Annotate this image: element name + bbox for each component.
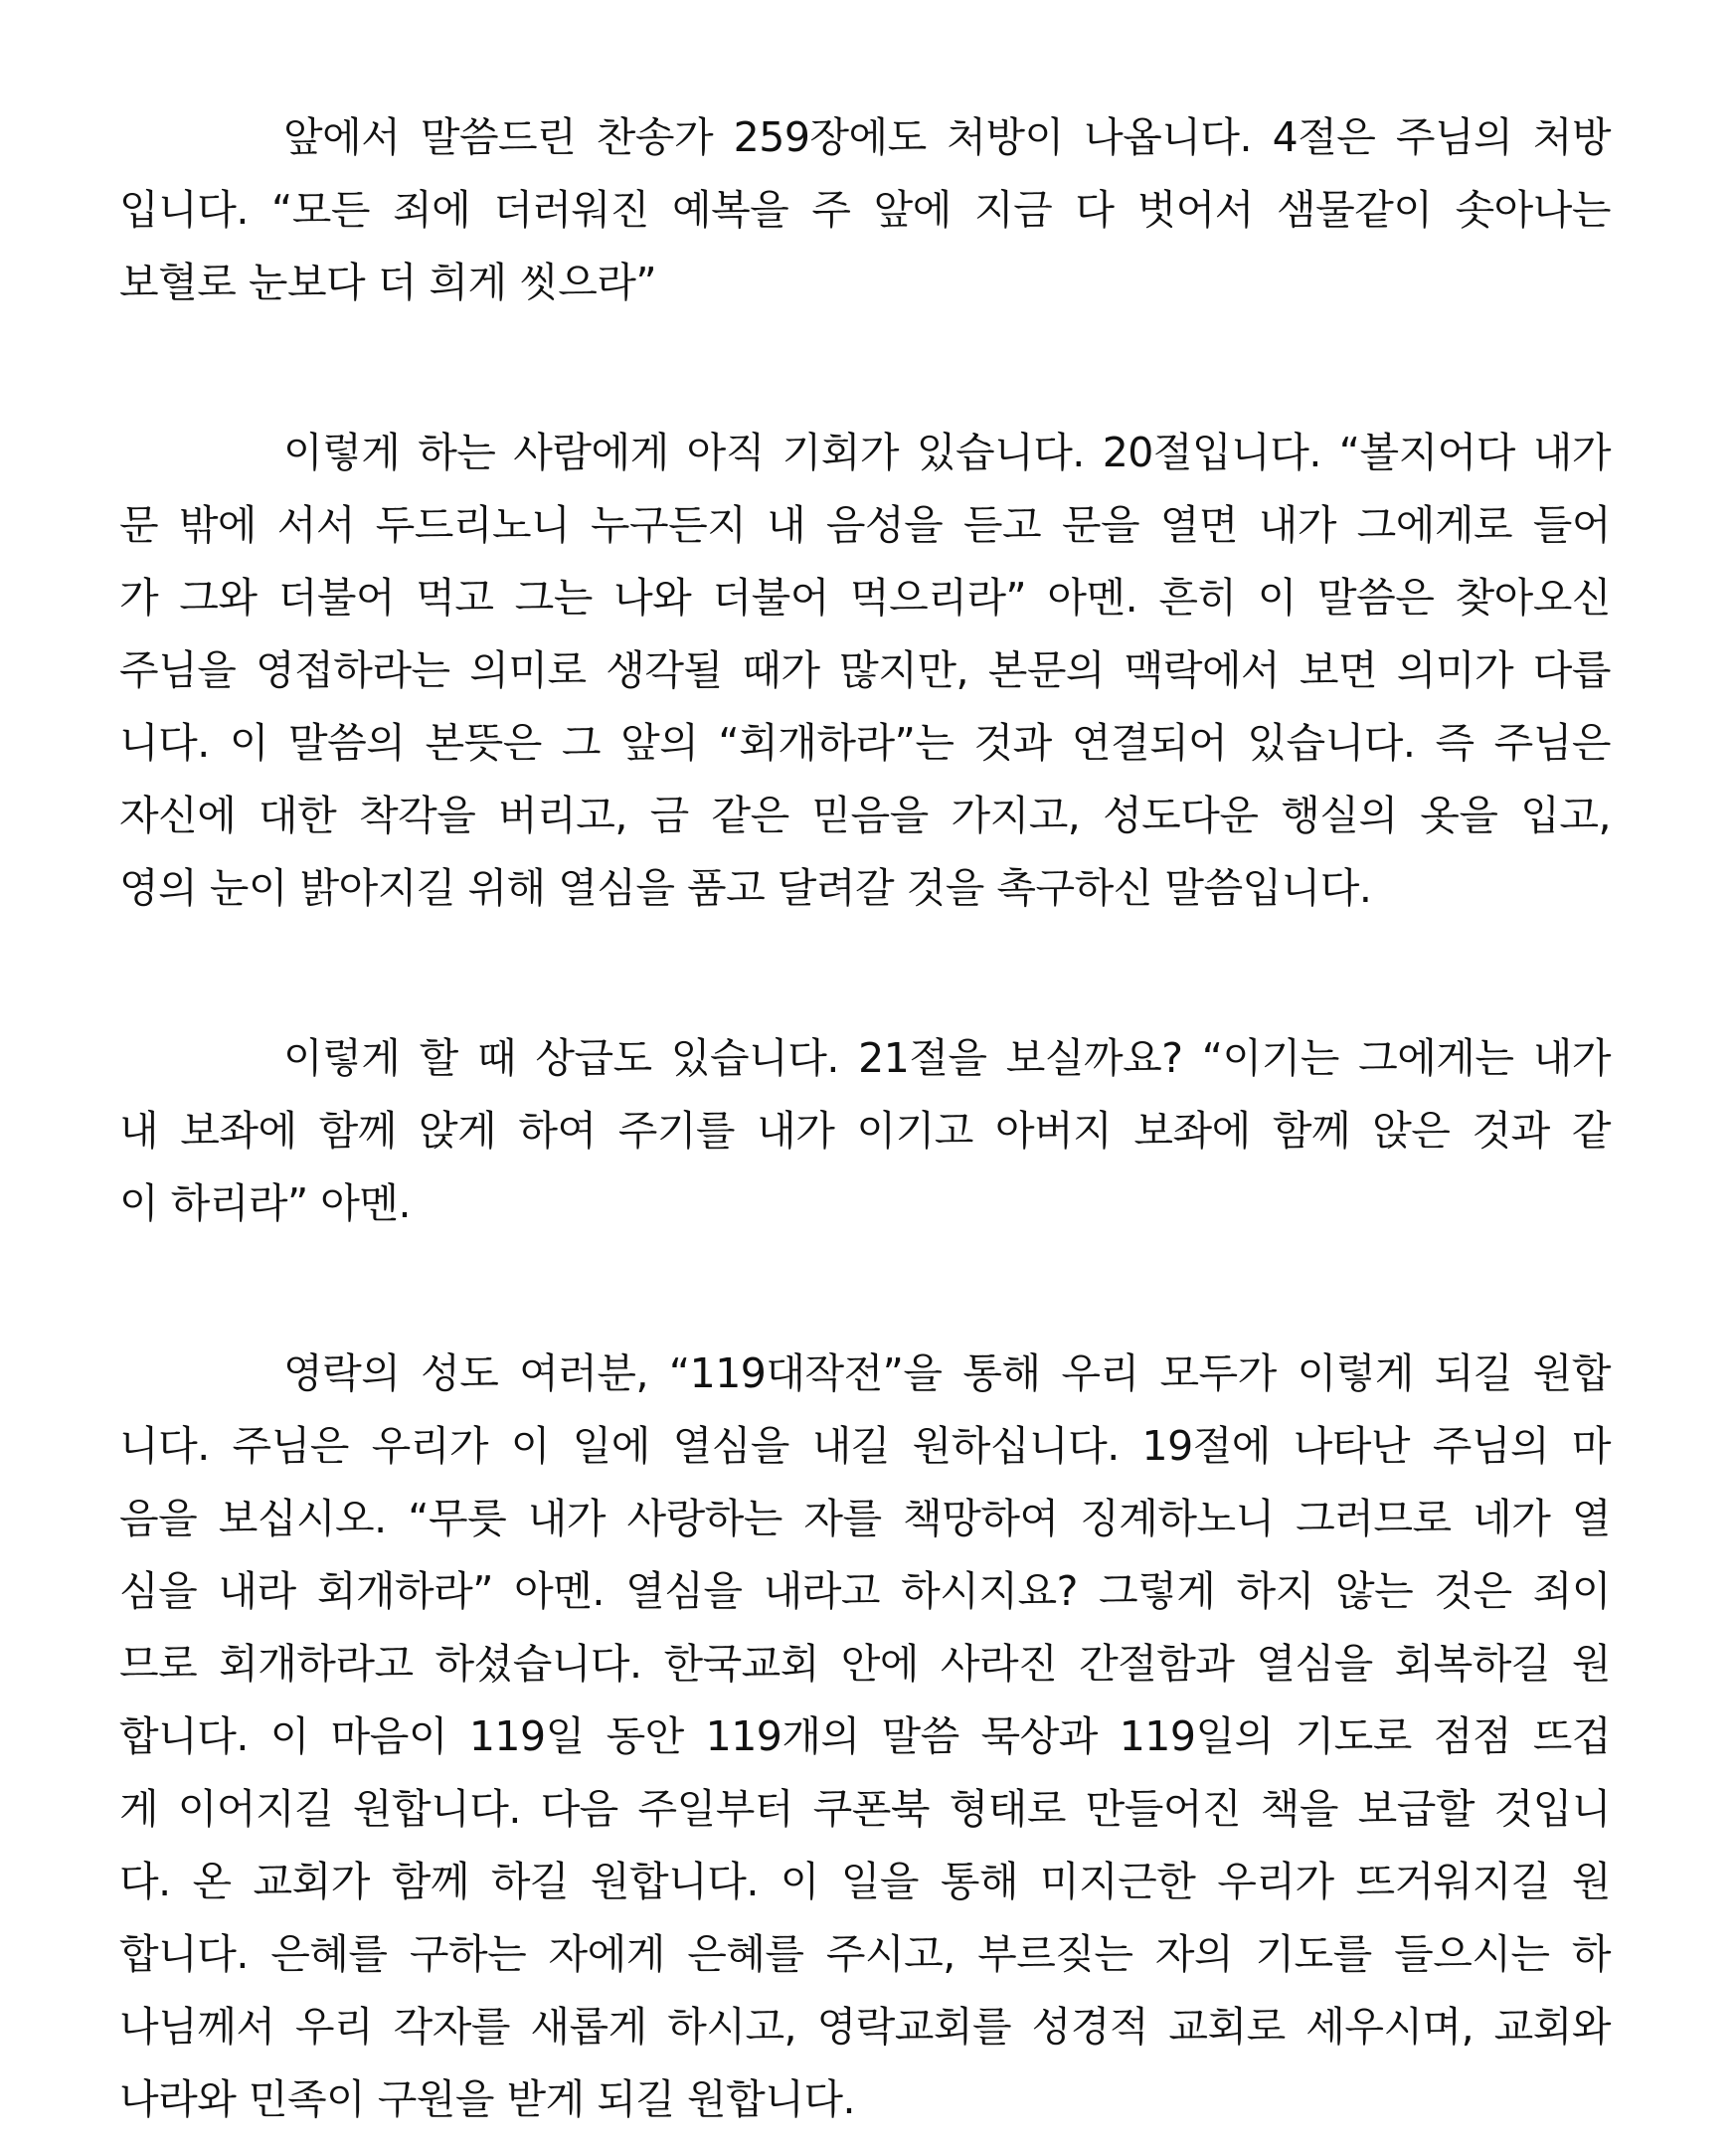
text-line: 합니다. 이 마음이 119일 동안 119개의 말씀 묵상과 119일의 기도로 점점 뜨겁 <box>119 1712 1611 1760</box>
text-line: 자신에 대한 착각을 버리고, 금 같은 믿음을 가지고, 성도다운 행실의 옷을 입고, <box>119 792 1611 839</box>
text-line: 다. 온 교회가 함께 하길 원합니다. 이 일을 통해 미지근한 우리가 뜨거워지길 원 <box>119 1858 1611 1905</box>
text-line: 니다. 주님은 우리가 이 일에 열심을 내길 원하십니다. 19절에 나타난 주님의 마 <box>119 1422 1611 1470</box>
paragraph-opportunity <box>119 417 1611 925</box>
text-line: 므로 회개하라고 하셨습니다. 한국교회 안에 사라진 간절함과 열심을 회복하길 원 <box>119 1640 1611 1688</box>
text-line: 앞에서 말씀드린 찬송가 259장에도 처방이 나옵니다. 4절은 주님의 처방 <box>283 113 1611 161</box>
text-line: 주님을 영접하라는 의미로 생각될 때가 많지만, 본문의 맥락에서 보면 의미가 다릅 <box>119 646 1611 694</box>
text-line: 니다. 이 말씀의 본뜻은 그 앞의 “회개하라”는 것과 연결되어 있습니다. 즉 주님은 <box>119 719 1611 767</box>
text-line: 영락의 성도 여러분, “119대작전”을 통해 우리 모두가 이렇게 되길 원합 <box>283 1349 1611 1397</box>
text-line: 심을 내라 회개하라” 아멘. 열심을 내라고 하시지요? 그렇게 하지 않는 것은 죄이 <box>119 1567 1611 1615</box>
document-page <box>119 101 1611 2136</box>
text-line: 나님께서 우리 각자를 새롭게 하시고, 영락교회를 성경적 교회로 세우시며, 교회와 <box>119 2003 1611 2051</box>
text-line: 문 밖에 서서 두드리노니 누구든지 내 음성을 듣고 문을 열면 내가 그에게로 들어 <box>119 501 1612 549</box>
text-line: 보혈로 눈보다 더 희게 씻으라” <box>119 259 657 306</box>
text-line: 게 이어지길 원합니다. 다음 주일부터 쿠폰북 형태로 만들어진 책을 보급할 것입니 <box>119 1785 1611 1833</box>
text-line: 이렇게 하는 사람에게 아직 기회가 있습니다. 20절입니다. “볼지어다 내가 <box>283 429 1611 476</box>
text-line: 가 그와 더불어 먹고 그는 나와 더불어 먹으리라” 아멘. 흔히 이 말씀은 찾아오신 <box>119 574 1611 622</box>
text-line: 이렇게 할 때 상급도 있습니다. 21절을 보실까요? “이기는 그에게는 내가 <box>283 1034 1611 1082</box>
text-line: 나라와 민족이 구원을 받게 되길 원합니다. <box>119 2075 855 2123</box>
text-line: 입니다. “모든 죄에 더러워진 예복을 주 앞에 지금 다 벗어서 샘물같이 솟아나는 <box>119 186 1611 234</box>
paragraph-119-campaign <box>119 1338 1611 2136</box>
text-line: 합니다. 은혜를 구하는 자에게 은혜를 주시고, 부르짖는 자의 기도를 들으시는 하 <box>119 1930 1611 1978</box>
text-line: 이 하리라” 아멘. <box>119 1179 411 1227</box>
text-line: 음을 보십시오. “무릇 내가 사랑하는 자를 책망하여 징계하노니 그러므로 네가 열 <box>119 1495 1611 1542</box>
paragraph-prescription <box>119 101 1611 319</box>
paragraph-reward <box>119 1022 1611 1240</box>
text-line: 영의 눈이 밝아지길 위해 열심을 품고 달려갈 것을 촉구하신 말씀입니다. <box>119 864 1372 912</box>
text-line: 내 보좌에 함께 앉게 하여 주기를 내가 이기고 아버지 보좌에 함께 앉은 것과 같 <box>119 1107 1611 1155</box>
